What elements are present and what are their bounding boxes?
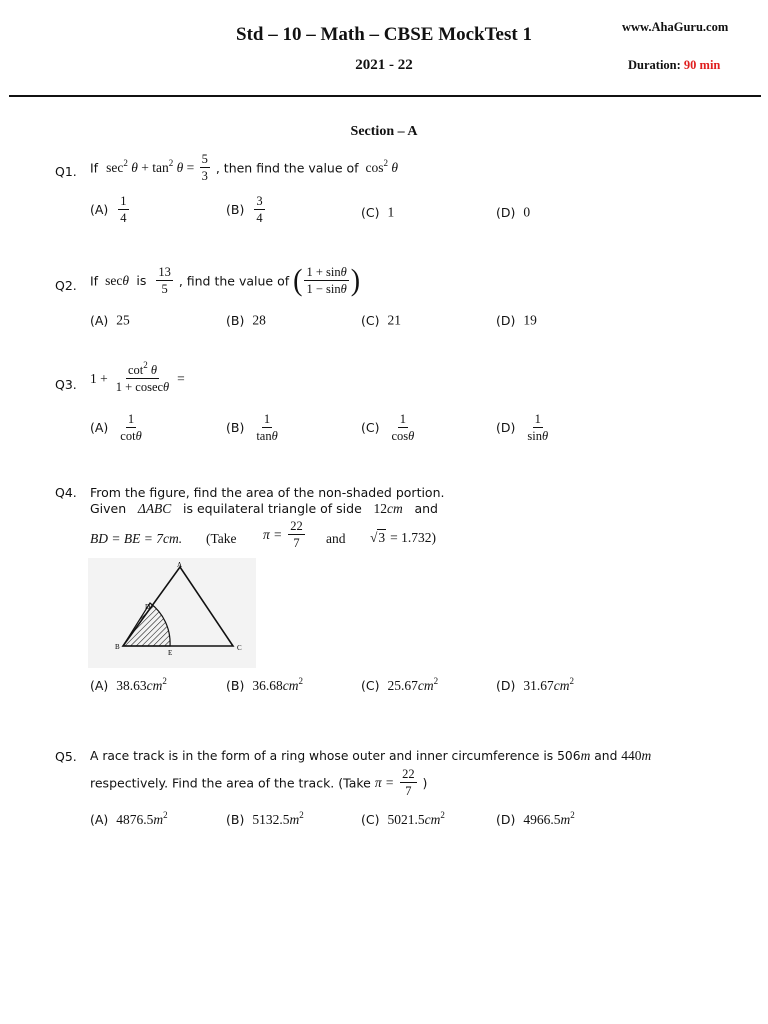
q4-option-a[interactable]: (A) $38.63cm^2$ — [90, 675, 167, 693]
q3-b-fraction — [254, 412, 279, 444]
q3-number: Q3. — [55, 377, 77, 392]
q3-theta2: θ — [163, 380, 170, 395]
q3-b-theta: θ — [271, 429, 278, 444]
q5-line2 — [90, 767, 427, 799]
label-d: D — [145, 603, 151, 611]
q3-d-fraction — [525, 412, 550, 444]
q4-bd: BD = BE = 7cm. — [90, 531, 183, 546]
q1-cos: cos — [365, 159, 384, 175]
q1-a-den: 4 — [120, 211, 127, 226]
q4-b-value: 36.68 — [252, 677, 283, 693]
q4-bd-text: BD = BE = 7 — [90, 531, 163, 546]
q4-and2-text: and — [326, 531, 346, 546]
q1-option-d[interactable] — [496, 204, 530, 221]
academic-year: 2021 - 22 — [355, 57, 413, 73]
q4-side: 12 — [373, 501, 387, 516]
q4-option-c[interactable]: (C) $25.67cm^2$ — [361, 675, 439, 693]
q5-c-value: 5021.5 — [387, 811, 425, 827]
q3-option-a[interactable] — [90, 412, 146, 444]
q2-c-label: (C) — [361, 313, 380, 328]
q3-c-theta: θ — [408, 429, 415, 444]
q5-pi: π = — [374, 774, 395, 790]
q5-b-label: (B) — [226, 812, 245, 827]
q3-option-c[interactable] — [361, 412, 418, 444]
q1-option-b[interactable] — [226, 194, 267, 226]
q2-question — [90, 265, 360, 297]
q3-a-den: cot — [120, 429, 136, 444]
q4-line2 — [90, 501, 438, 517]
q3-c-den: cos — [391, 429, 409, 444]
q4-c-label: (C) — [361, 678, 380, 693]
q3-question — [90, 360, 185, 395]
q2-option-b[interactable] — [226, 312, 266, 329]
q3-option-d[interactable] — [496, 412, 552, 444]
q1-if: If — [90, 160, 99, 176]
q5-a-value: 4876.5 — [116, 811, 154, 827]
q3-c-fraction — [389, 412, 416, 444]
q2-expr-theta1: θ — [340, 265, 347, 279]
q5-outer-unit: m — [580, 748, 591, 763]
q5-c-label: (C) — [361, 812, 380, 827]
q5-inner-value: 440 — [621, 748, 642, 763]
q2-expression — [293, 265, 360, 297]
q4-number: Q4. — [55, 485, 77, 500]
q4-and2 — [326, 531, 346, 547]
q2-sec-text: sec — [105, 272, 123, 288]
q2-expr-den: 1 − sin — [306, 282, 341, 297]
q4-a-unit: cm — [146, 677, 163, 693]
q1-frac-num: 5 — [200, 152, 210, 168]
q5-a-label: (A) — [90, 812, 109, 827]
q5-inner — [621, 748, 651, 763]
label-c: C — [237, 644, 242, 652]
q4-d-value: 31.67 — [523, 677, 554, 693]
q1-b-label: (B) — [226, 202, 245, 218]
q4-root-result: = 1.732) — [390, 530, 437, 545]
q5-pi-fraction — [400, 767, 417, 799]
q3-fraction: $\frac{\cot^2 \theta}{1 + cosec\theta}$ — [115, 360, 170, 395]
q4-cm: cm — [387, 501, 403, 516]
q1-theta1: θ — [131, 159, 138, 175]
q1-d-value: 0 — [523, 204, 531, 220]
q4-pi-den: 7 — [293, 536, 300, 551]
q3-option-b[interactable] — [226, 412, 282, 444]
q4-root-value: 3 — [378, 530, 386, 545]
q3-d-label: (D) — [496, 420, 516, 436]
q3-one-plus: 1 + — [90, 370, 108, 386]
q3-equals: = — [177, 370, 185, 386]
q1-b-fraction — [254, 194, 264, 226]
website-link[interactable]: www.AhaGuru.com — [622, 20, 729, 34]
q2-expr-num: 1 + sin — [306, 265, 341, 279]
q2-theta: θ — [122, 272, 129, 288]
q2-rparen: ) — [350, 263, 361, 298]
q2-if: If — [90, 273, 99, 289]
section-heading: Section – A — [350, 124, 418, 139]
q4-line3 — [90, 531, 182, 547]
q1-b-den: 4 — [256, 211, 263, 226]
q2-option-a[interactable] — [90, 312, 130, 329]
q1-sec: sec — [106, 159, 124, 175]
header-divider — [9, 95, 761, 97]
q5-outer — [557, 749, 590, 763]
q5-b-value: 5132.5 — [252, 811, 290, 827]
q2-a-value: 25 — [116, 312, 130, 328]
q2-lparen: ( — [293, 263, 303, 298]
q4-d-label: (D) — [496, 678, 516, 693]
q1-d-label: (D) — [496, 205, 516, 220]
q4-given: Given — [90, 501, 127, 516]
q4-b-unit: cm — [282, 677, 299, 693]
q4-pi-num: 22 — [288, 519, 305, 535]
q3-d-theta: θ — [541, 429, 549, 444]
label-e: E — [168, 649, 173, 657]
q4-pi-text: π = — [263, 526, 283, 542]
q2-b-value: 28 — [252, 312, 266, 328]
q3-a-label: (A) — [90, 420, 109, 436]
q5-line1-text: A race track is in the form of a ring whose outer and inner circumference is — [90, 749, 554, 763]
q4-root: √3 = 1.732) — [370, 530, 437, 545]
q3-frac-num: cot — [127, 363, 144, 377]
q1-a-fraction — [118, 194, 128, 226]
q4-is-eq: is equilateral triangle of side — [183, 501, 362, 516]
q4-d-unit: cm — [553, 677, 570, 693]
q1-lhs: $\sec^2 \theta + \tan^2 \theta$ = — [106, 157, 198, 175]
q1-theta2: θ — [176, 159, 184, 175]
q3-d-num: 1 — [533, 412, 543, 428]
q1-fraction — [200, 152, 210, 184]
q4-option-d[interactable]: (D) $31.67cm^2$ — [496, 675, 574, 693]
q5-outer-value: 506 — [557, 749, 581, 763]
q2-expr-fraction — [304, 265, 348, 297]
q2-d-label: (D) — [496, 313, 516, 328]
q2-fraction — [156, 265, 173, 297]
q1-option-a[interactable] — [90, 194, 131, 226]
q4-take-text: (Take — [206, 531, 237, 546]
q1-a-num: 1 — [118, 194, 128, 210]
q5-line2-text: respectively. Find the area of the track. (Take — [90, 775, 371, 791]
q5-b-unit: m — [289, 811, 300, 827]
q4-a-value: 38.63 — [116, 677, 147, 693]
q1-c-value: 1 — [387, 204, 395, 220]
duration — [628, 58, 720, 73]
q2-frac-num: 13 — [156, 265, 173, 281]
q4-line1: From the figure, find the area of the non-shaded portion. — [90, 485, 445, 500]
q4-bd-cm: cm — [162, 531, 179, 546]
q5-d-label: (D) — [496, 812, 516, 827]
q3-theta1: θ — [150, 363, 157, 377]
q5-option-d[interactable]: (D) $4966.5m^2$ — [496, 809, 575, 827]
duration-value: 90 min — [683, 58, 721, 72]
q5-and: and — [594, 749, 618, 763]
q2-c-value: 21 — [387, 312, 401, 328]
q1-c-label: (C) — [361, 205, 380, 220]
q4-and: and — [414, 501, 438, 516]
q5-pi-den: 7 — [405, 784, 412, 799]
q2-find: , find the value of — [178, 273, 290, 289]
q4-take — [206, 531, 237, 547]
q2-sec — [105, 273, 132, 288]
q5-option-b[interactable]: (B) $5132.5m^2$ — [226, 809, 304, 827]
q4-pi — [263, 519, 307, 551]
q2-option-c[interactable] — [361, 312, 401, 329]
label-b: B — [115, 643, 120, 651]
q3-b-den: tan — [256, 429, 272, 444]
q1-then: , then find the value of — [215, 160, 359, 176]
q4-c-unit: cm — [417, 677, 434, 693]
q2-a-label: (A) — [90, 313, 109, 328]
q5-option-a[interactable]: (A) $4876.5m^2$ — [90, 809, 168, 827]
q2-expr-theta2: θ — [340, 282, 347, 297]
q5-pi-num: 22 — [400, 767, 417, 783]
q2-b-label: (B) — [226, 313, 245, 328]
q4-pi-fraction — [288, 519, 305, 551]
q3-b-num: 1 — [262, 412, 272, 428]
q1-theta3: θ — [391, 159, 399, 175]
q2-d-value: 19 — [523, 312, 537, 328]
q5-a-unit: m — [153, 811, 164, 827]
triangle-figure — [88, 558, 256, 668]
q3-c-label: (C) — [361, 420, 380, 436]
q3-a-fraction — [118, 412, 143, 444]
q1-number: Q1. — [55, 164, 77, 179]
q1-a-label: (A) — [90, 202, 109, 218]
q2-frac-den: 5 — [161, 282, 168, 297]
q3-a-theta: θ — [135, 429, 142, 444]
q1-b-num: 3 — [254, 194, 264, 210]
q2-number: Q2. — [55, 278, 77, 293]
q5-inner-unit: m — [641, 748, 652, 763]
q5-line1 — [90, 748, 651, 764]
q3-b-label: (B) — [226, 420, 245, 436]
q1-question — [90, 152, 398, 184]
duration-label: Duration: — [628, 58, 681, 72]
q5-d-unit: m — [560, 811, 571, 827]
q3-d-den: sin — [527, 429, 542, 444]
q4-triangle: ΔABC — [137, 501, 172, 516]
q1-frac-den: 3 — [201, 169, 208, 184]
q4-a-label: (A) — [90, 678, 109, 693]
q5-d-value: 4966.5 — [523, 811, 561, 827]
q5-c-unit: cm — [424, 811, 441, 827]
q4-b-label: (B) — [226, 678, 245, 693]
label-a: A — [177, 561, 183, 569]
page-title: Std – 10 – Math – CBSE MockTest 1 — [236, 24, 532, 45]
q2-option-d[interactable] — [496, 312, 537, 329]
q2-is: is — [136, 273, 147, 289]
q4-c-value: 25.67 — [387, 677, 418, 693]
q5-number: Q5. — [55, 749, 77, 764]
q1-tan: tan — [152, 159, 169, 175]
q4-option-b[interactable]: (B) $36.68cm^2$ — [226, 675, 303, 693]
q1-option-c[interactable] — [361, 204, 394, 221]
q5-close: ) — [422, 775, 428, 791]
q1-target: $\cos^2 \theta$ — [365, 157, 399, 175]
q3-frac-den: 1 + cosec — [115, 380, 164, 395]
q5-option-c[interactable]: (C) $5021.5cm^2$ — [361, 809, 445, 827]
q3-a-num: 1 — [126, 412, 136, 428]
q3-c-num: 1 — [398, 412, 408, 428]
